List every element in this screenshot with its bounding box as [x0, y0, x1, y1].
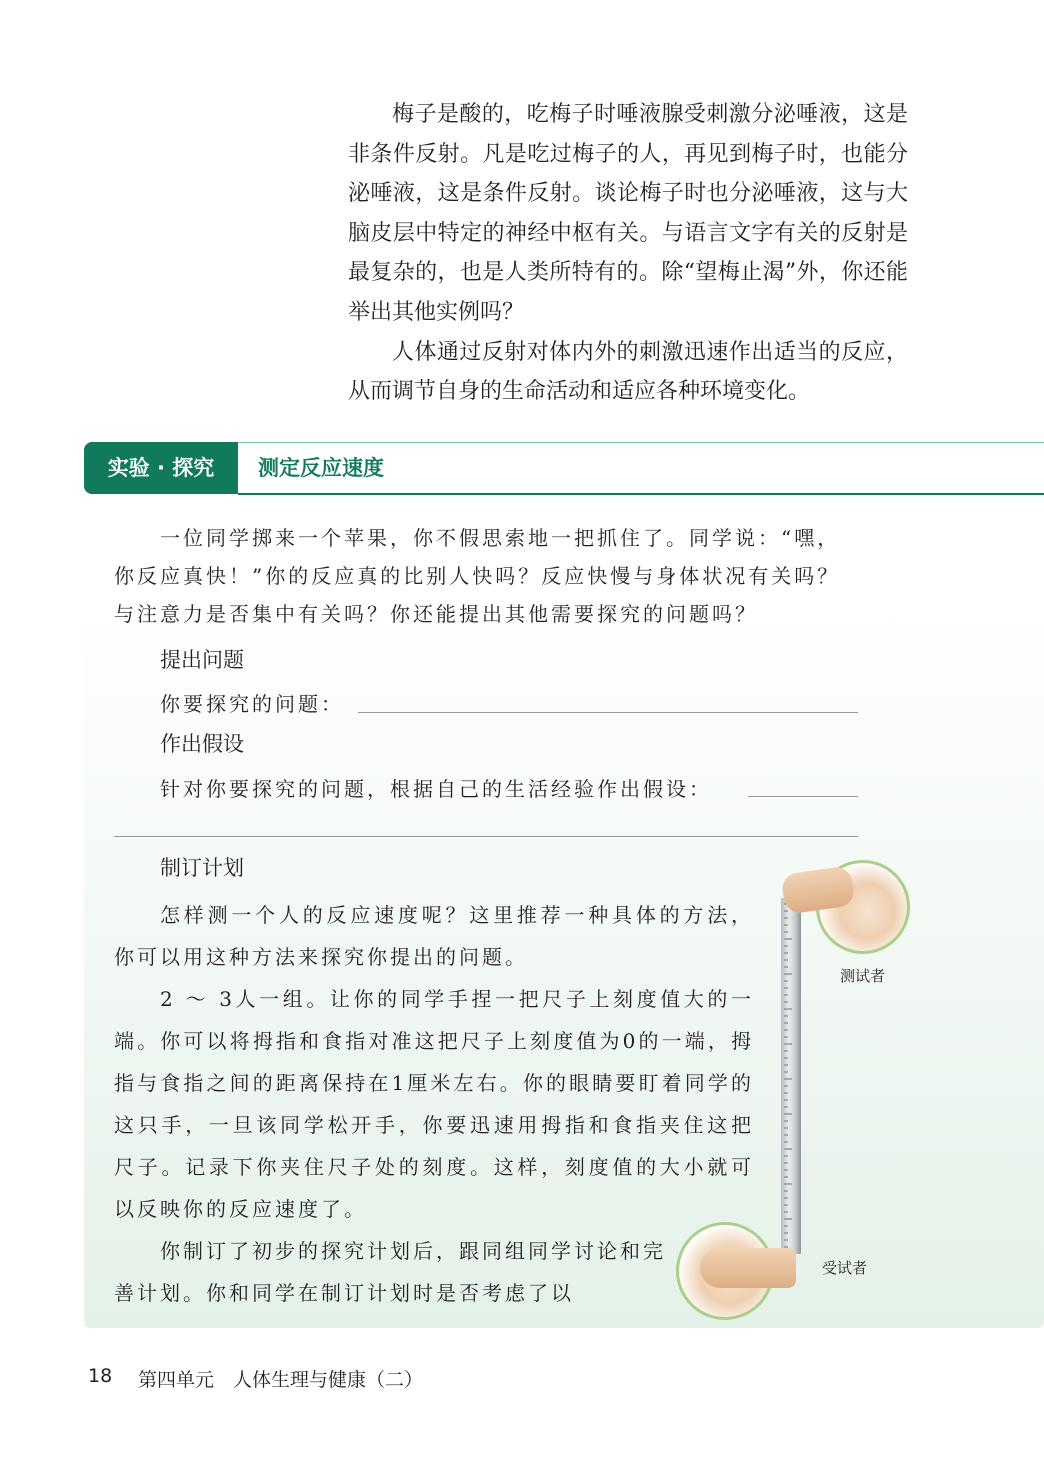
plan-paragraph-1: 怎样测一个人的反应速度呢？这里推荐一种具体的方法，你可以用这种方法来探究你提出的问题。 [114, 903, 754, 969]
experiment-intro [114, 519, 858, 633]
subject-hand-image [700, 1248, 796, 1288]
experiment-header [84, 442, 1044, 494]
experiment-tag: 实验 · 探究 [84, 442, 238, 494]
step-hypothesis-heading: 作出假设 [160, 732, 244, 756]
chapter-title: 第四单元 人体生理与健康（二） [138, 1369, 424, 1391]
plan-paragraph-2: 2 ～ 3人一组。让你的同学手捏一把尺子上刻度值大的一端。你可以将拇指和食指对准这把尺子上刻度值为0的一端，拇指与食指之间的距离保持在1厘米左右。你的眼睛要盯着同学的这只手，一旦该同学松开手，你要迅速用拇指和食指夹住这把尺子。记录下你夹住尺子处的刻度。这样，刻度值的大小就可以反映你的反应速度了。 [114, 987, 754, 1221]
hypothesis-answer-line-2[interactable] [114, 836, 858, 837]
step-plan-heading: 制订计划 [160, 856, 244, 880]
question-answer-line[interactable] [358, 712, 858, 713]
question-prompt: 你要探究的问题： [160, 692, 344, 716]
intro-paragraph-1: 梅子是酸的，吃梅子时唾液腺受刺激分泌唾液，这是非条件反射。凡是吃过梅子的人，再见到梅子时，也能分泌唾液，这是条件反射。谈论梅子时也分泌唾液，这与大脑皮层中特定的神经中枢有关。与语言文字有关的反射是最复杂的，也是人类所特有的。除“望梅止渴”外，你还能举出其他实例吗？ [348, 102, 908, 325]
ruler-ticks [781, 898, 801, 1254]
caption-subject: 受试者 [822, 1259, 868, 1277]
plan-text-continued [114, 1230, 674, 1314]
experiment-intro-paragraph: 一位同学掷来一个苹果，你不假思索地一把抓住了。同学说：“嘿，你反应真快！”你的反应真的比别人快吗？反应快慢与身体状况有关吗？与注意力是否集中有关吗？你还能提出其他需要探究的问题吗？ [114, 526, 841, 626]
intro-paragraph-2: 人体通过反射对体内外的刺激迅速作出适当的反应，从而调节自身的生命活动和适应各种环境变化。 [348, 339, 908, 405]
plan-text [114, 894, 754, 1230]
plan-paragraph-3: 你制订了初步的探究计划后，跟同组同学讨论和完善计划。你和同学在制订计划时是否考虑了以 [114, 1239, 666, 1305]
step-ask-question-heading: 提出问题 [160, 648, 244, 672]
caption-tester: 测试者 [840, 967, 886, 985]
hypothesis-answer-line[interactable] [748, 796, 858, 797]
hypothesis-prompt: 针对你要探究的问题，根据自己的生活经验作出假设： [160, 777, 712, 801]
experiment-title: 测定反应速度 [258, 456, 384, 480]
intro-text [348, 95, 908, 412]
page-number: 18 [88, 1365, 113, 1387]
